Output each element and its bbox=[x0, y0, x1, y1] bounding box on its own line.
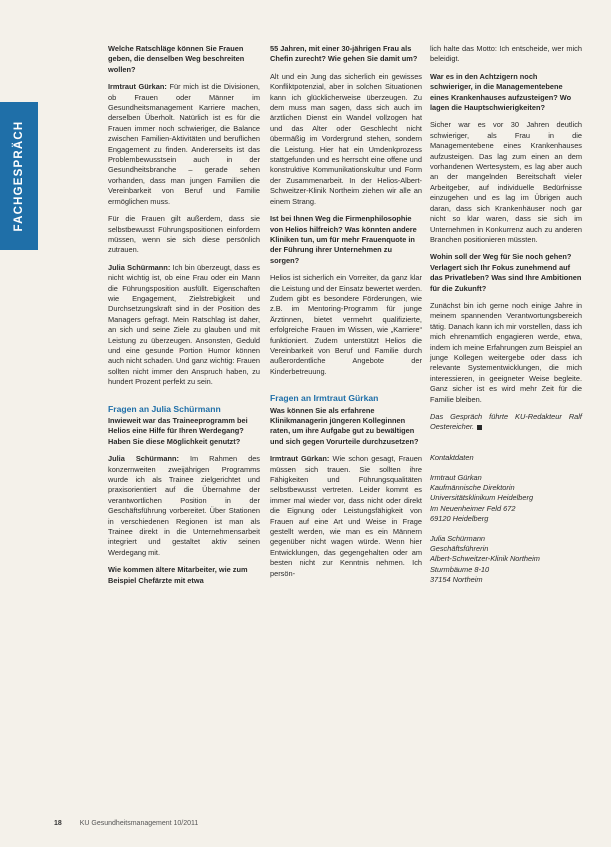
answer-text: Zunächst bin ich gerne noch einige Jahre in meinem spannenden Verantwortungsbereich tätig. Danach kann ich mir vorstellen, dass ich mich ehrenamtlich engagieren werde, etwa, indem ich meine Erfahrungen zum Beispiel an junge Kollegen weitergebe oder dass ich relevante Systementwicklungen, die mich interessieren, in geeigneter Weise begleite. Ganz sicher ist es wird mehr Zeit für die Familie bleiben. bbox=[430, 300, 582, 404]
answer-text: Im Rahmen des konzernweiten zweijährigen Programms wurde ich als Trainee zielgerichtet und praxisorientiert auf die Übernahme der verantwortlichen Position in der Geschäftsführung vorbereitet. Über Stationen in verschiedenen Regionen ist man als Trainee direkt in die Unternehmensarbeit integriert und gestaltet aktiv seinen Werdegang mit. bbox=[108, 454, 260, 557]
question: Wohin soll der Weg für Sie noch gehen? Verlagert sich Ihr Fokus zunehmend auf das Privatleben? Was sind Ihre Ambitionen für die Zukunft? bbox=[430, 252, 582, 293]
answer-text: Sicher war es vor 30 Jahren deutlich schwieriger, als Frau in die Managementebene eines Krankenhauses aufzusteigen. Das lag zum einen an dem vorhandenen Wertesystem, es lag aber auch an der mangelnden Bereitschaft vieler Arbeitgeber, auf individuelle Bedürfnisse einzugehen und es lag im Übrigen auch daran, dass sich Krankenhäuser noch gar nicht so klar waren, dass sie sich im Unternehmen in Konkurrenz auch zu anderen Branchen positionieren müssten. bbox=[430, 120, 582, 244]
contact-line: Julia Schürmann bbox=[430, 534, 486, 544]
section-heading: Fragen an Irmtraut Gürkan bbox=[270, 393, 379, 404]
speaker: Irmtraut Gürkan: bbox=[108, 82, 167, 92]
answer bbox=[270, 454, 422, 579]
section-heading: Fragen an Julia Schürmann bbox=[108, 403, 221, 414]
answer-text: lich halte das Motto: Ich entscheide, wer mich beleidigt. bbox=[430, 44, 582, 64]
speaker: Irmtraut Gürkan: bbox=[270, 454, 330, 464]
question: Ist bei Ihnen Weg die Firmenphilosophie von Helios hilfreich? Was könnten andere Kliniken tun, um für mehr Frauenquote in der Führung ihrer Unternehmen zu sorgen? bbox=[270, 214, 417, 265]
question: 55 Jahren, mit einer 30-jährigen Frau als Chefin zurecht? Wie gehen Sie damit um? bbox=[270, 44, 418, 64]
question: Welche Ratschläge können Sie Frauen geben, die denselben Weg beschreiten wollen? bbox=[108, 44, 245, 74]
publication-name: KU Gesundheitsmanagement 10/2011 bbox=[79, 820, 199, 827]
contact-line: 37154 Northeim bbox=[430, 574, 483, 584]
answer-text: Ich bin überzeugt, dass es nicht wichtig ist, ob eine Frau oder ein Mann die Führungsposition ausfüllt. Eigenschaften wie Engagement, Zielstrebigkeit und Durchsetzungskraft sind in der Position des Managers gefragt. Mein Ratschlag ist daher, an sich und seine Ziele zu glauben und mit Leistung zu überzeugen. Ansonsten, Geduld und eine gesunde Portion Humor können auch nicht schaden. Und ganz wichtig: Frauen sollten nicht immer den Anspruch haben, zu hundert Prozent perfekt zu sein. bbox=[108, 262, 260, 387]
answer bbox=[108, 263, 260, 388]
interview-credit bbox=[430, 412, 582, 433]
contact-title: Kontaktdaten bbox=[430, 452, 474, 462]
answer-text: Helios ist sicherlich ein Vorreiter, da ganz klar die Leistung und der Einsatz bewertet werden. Zudem gibt es besondere Förderungen, wie z.B. im Mentoring-Programm für junge Ärztinnen, bietet vermehrt qualifizierte, erfolgreiche Frauen im Wissen, wie „Karriere“ funktioniert. Zudem unterstützt Helios die Vereinbarkeit von Beruf und Familie durch außerordentliche Angebote der Kinderbetreuung. bbox=[270, 273, 423, 376]
column-2 bbox=[270, 44, 422, 586]
question: Wie kommen ältere Mitarbeiter, wie zum Beispiel Chefärzte mit etwa bbox=[108, 565, 248, 585]
contact-line: Im Neuenheimer Feld 672 bbox=[430, 503, 516, 513]
question: Was können Sie als erfahrene Klinikmanagerin jüngeren Kolleginnen raten, um ihre Aufgabe gut zu bewältigen und sich gegen Vorurteile durchzusetzen? bbox=[270, 405, 419, 446]
contact-line: Irmtraut Gürkan bbox=[430, 473, 482, 483]
answer-text: Für die Frauen gilt außerdem, dass sie selbstbewusst Führungspositionen einfordern müssen, wenn sie sich diese persönlich zutrauen. bbox=[108, 214, 260, 255]
speaker: Julia Schürmann: bbox=[108, 454, 179, 464]
answer-text: Für mich ist die Divisionen, ob Frauen oder Männer im Gesundheitsmanagement Karriere machen, derselben Überholt. Natürlich ist es für die Frauen immer noch schwieriger, die Balance zwischen Familien-Aktivitäten und beruflichen Engagement zu finden. Andererseits ist das Problembewusstsein auch in der Gesundheitsbranche – gerade sehen vorhanden, dass man jungen Familien die Vereinbarkeit von Beruf und Familie ermöglichen muss. bbox=[108, 82, 260, 206]
contact-block-2 bbox=[430, 534, 582, 585]
credit-text: Das Gespräch führte KU-Redakteur Ralf Oestereicher. bbox=[430, 412, 582, 432]
speaker: Julia Schürmann: bbox=[108, 262, 171, 272]
contact-block-1 bbox=[430, 473, 582, 524]
answer-text: Alt und ein Jung das sicherlich ein gewisses Konfliktpotenzial, aber in solchen Situationen kann ich glücklicherweise überzeugen. Zu dem muss man sagen, dass sich auch im ärztlichen Dienst ein Wandel vollzogen hat und das Alter oder Geschlecht nicht übermäßig im Vordergrund stehen, sondern die Leistung. Hier hat ein Umdenkprozess stattgefunden und es herrscht eine offene und konstruktive Kommunikationskultur und Form der Zusammenarbeit. In der Helios-Albert-Schweitzer-Klinik Northeim ziehen wir alle an einem Strang. bbox=[270, 71, 422, 206]
contact-line: 69120 Heidelberg bbox=[430, 513, 489, 523]
page-footer bbox=[54, 820, 198, 827]
contact-line: Sturmbäume 8-10 bbox=[430, 564, 490, 574]
question: Inwieweit war das Traineeprogramm bei Helios eine Hilfe für Ihren Werdegang? Haben Sie diese Möglichkeit genutzt? bbox=[108, 416, 248, 446]
section-label: FACHGESPRÄCH bbox=[13, 120, 25, 232]
answer-text: Wie schon gesagt, Frauen müssen sich trauen. Sie sollten ihre Fähigkeiten und Führungsqualitäten selbstbewusst vertreten. Leider kommt es immer mal wieder vor, dass nicht oder direkt die Eignung oder Leistungsfähigkeit von Frauen auf eine Art und Weise in Frage gestellt werden, wie man es ein Männern gegenüber nicht wagen würde. Wenn hier Entwicklungen, das gegengehalten oder am besten nicht zur Kenntnis nehmen. Ich persön- bbox=[270, 454, 422, 578]
question: War es in den Achtzigern noch schwieriger, in die Managementebene eines Krankenhauses aufzusteigen? Wo lagen die Hauptschwierigkeiten? bbox=[430, 71, 572, 113]
end-mark-icon bbox=[477, 425, 482, 430]
column-1 bbox=[108, 44, 260, 593]
answer bbox=[108, 82, 260, 207]
contact-line: Geschäftsführerin bbox=[430, 544, 489, 554]
contact-line: Albert-Schweitzer-Klinik Northeim bbox=[430, 554, 540, 564]
page-number: 18 bbox=[54, 820, 62, 827]
contact-line: Universitätsklinikum Heidelberg bbox=[430, 493, 534, 503]
column-3 bbox=[430, 44, 582, 595]
contact-line: Kaufmännische Direktorin bbox=[430, 483, 515, 493]
answer bbox=[108, 454, 260, 558]
